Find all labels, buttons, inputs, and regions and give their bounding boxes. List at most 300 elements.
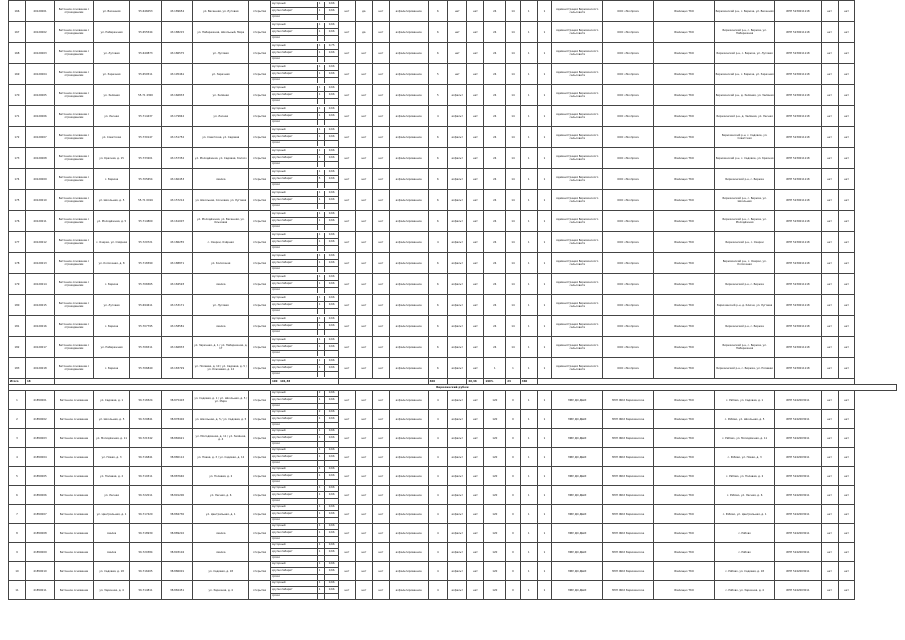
cell-e2: нет bbox=[355, 562, 372, 581]
cell-lat: 55.694611 bbox=[130, 295, 162, 316]
waste-table bbox=[271, 44, 338, 62]
table-row bbox=[9, 391, 897, 410]
cell-source: с. Рябово, ул. Новая, д. 3 bbox=[714, 448, 775, 467]
cell-r1: нет bbox=[821, 169, 838, 190]
cell-cover: асфальтированное bbox=[389, 337, 428, 358]
table-row bbox=[9, 337, 897, 358]
table-row bbox=[9, 274, 897, 295]
cell-e3: нет bbox=[372, 337, 389, 358]
cell-e1: нет bbox=[338, 562, 355, 581]
cell-c1: 6 bbox=[428, 22, 447, 43]
waste-type: сроки bbox=[271, 329, 317, 335]
waste-type: мусорный bbox=[271, 23, 317, 29]
waste-qty: 1 bbox=[317, 454, 325, 460]
waste-volume: 0,66 bbox=[325, 486, 338, 492]
cell-e3: нет bbox=[372, 524, 389, 543]
cell-lon: 38.889210 bbox=[161, 524, 193, 543]
waste-qty: 1 bbox=[317, 543, 325, 549]
waste-volume: 0,66 bbox=[325, 435, 338, 441]
waste-type: мусорный bbox=[271, 233, 317, 239]
waste-volume bbox=[325, 77, 338, 83]
waste-qty: 2 bbox=[317, 391, 325, 397]
cell-e2: нет bbox=[355, 253, 372, 274]
waste-volume: 0,66 bbox=[325, 23, 338, 29]
table-row bbox=[9, 581, 897, 600]
cell-r2: нет bbox=[838, 85, 855, 106]
cell-e1: нет bbox=[338, 358, 355, 379]
waste-row bbox=[271, 555, 338, 561]
total-waste: 100 101,38 bbox=[270, 379, 338, 385]
cell-c1: 4 bbox=[428, 429, 447, 448]
cell-r1: нет bbox=[821, 1, 838, 22]
waste-type: мусорный bbox=[271, 505, 317, 511]
waste-table bbox=[271, 149, 338, 167]
cell-waste bbox=[270, 22, 338, 43]
cell-addr: ул. Лесная bbox=[193, 106, 249, 127]
waste-volume: 0,66 bbox=[325, 448, 338, 454]
cell-cover: асфальтированное bbox=[389, 505, 428, 524]
cell-org: МУП ЖКХ Бирюзинское bbox=[603, 486, 654, 505]
cell-gov: Жилищно ТКО bbox=[654, 1, 715, 22]
cell-addr: ул. Садовая, д. 18 bbox=[193, 562, 249, 581]
cell-cover: асфальтированное bbox=[389, 391, 428, 410]
cell-type: Бетонное основание с ограждением bbox=[55, 22, 94, 43]
waste-type: крупногабарит bbox=[271, 323, 317, 329]
cell-org: ООО «Экопром» bbox=[603, 190, 654, 211]
waste-volume: 0,66 bbox=[325, 317, 338, 323]
waste-volume bbox=[325, 161, 338, 167]
waste-qty: 1 bbox=[317, 562, 325, 568]
cell-n: 8 bbox=[9, 524, 26, 543]
waste-table bbox=[271, 275, 338, 293]
cell-waste bbox=[270, 148, 338, 169]
cell-c4: 24 bbox=[484, 43, 506, 64]
cell-owner: Администрация Бирюзинского сельсовета bbox=[552, 169, 603, 190]
cell-c6: 1 bbox=[520, 85, 537, 106]
cell-c1: 4 bbox=[428, 524, 447, 543]
waste-type: крупногабарит bbox=[271, 113, 317, 119]
cell-e3: нет bbox=[372, 543, 389, 562]
table-row bbox=[9, 562, 897, 581]
cell-c5: 0 bbox=[506, 505, 521, 524]
cell-r1: нет bbox=[821, 337, 838, 358]
waste-type: крупногабарит bbox=[271, 302, 317, 308]
cell-lon: 38.893104 bbox=[161, 543, 193, 562]
cell-r1: нет bbox=[821, 148, 838, 169]
waste-type: сроки bbox=[271, 536, 317, 542]
cell-inn: ИНН 5242003011 bbox=[775, 448, 821, 467]
cell-code: 40120012 bbox=[25, 232, 54, 253]
waste-type: крупногабарит bbox=[271, 260, 317, 266]
cell-c5: 14 bbox=[506, 127, 521, 148]
cell-inn: ИНН 5230011118 bbox=[775, 1, 821, 22]
cell-c7: 1 bbox=[537, 337, 552, 358]
cell-c7: 1 bbox=[537, 358, 552, 379]
cell-lat: 55.730147 bbox=[130, 127, 162, 148]
cell-source: Бирюзинский р-н, с. Бирюза bbox=[714, 274, 775, 295]
cell-inn: ИНН 5242003011 bbox=[775, 543, 821, 562]
cell-e3: нет bbox=[372, 505, 389, 524]
cell-loc: ул. Заречная bbox=[93, 64, 129, 85]
cell-gov: Жилищно ТКО bbox=[654, 22, 715, 43]
waste-table bbox=[271, 338, 338, 356]
cell-addr: свалка bbox=[193, 543, 249, 562]
cell-gov: Жилищно ТКО bbox=[654, 85, 715, 106]
waste-volume: 0,66 bbox=[325, 568, 338, 574]
waste-qty: 1 bbox=[317, 338, 325, 344]
waste-type: мусорный bbox=[271, 44, 317, 50]
cell-e1: нет bbox=[338, 169, 355, 190]
waste-volume: 0,66 bbox=[325, 416, 338, 422]
cell-lat: 55.655544 bbox=[130, 22, 162, 43]
waste-volume: 0,66 bbox=[325, 344, 338, 350]
waste-table bbox=[271, 107, 338, 125]
cell-r2: нет bbox=[838, 232, 855, 253]
cell-n: 171 bbox=[9, 106, 26, 127]
waste-volume: 0,66 bbox=[325, 302, 338, 308]
cell-loc: с. Бирюза bbox=[93, 316, 129, 337]
waste-volume: 0,66 bbox=[325, 128, 338, 134]
cell-e2: нет bbox=[355, 169, 372, 190]
waste-type: сроки bbox=[271, 56, 317, 62]
register-table bbox=[8, 0, 897, 600]
cell-c1: 5 bbox=[428, 85, 447, 106]
table-row bbox=[9, 448, 897, 467]
cell-gov: Жилищно ТКО bbox=[654, 391, 715, 410]
cell-lon: 43.186575 bbox=[161, 43, 193, 64]
waste-qty bbox=[317, 422, 325, 428]
cell-owner: Администрация Бирюзинского сельсовета bbox=[552, 106, 603, 127]
cell-owner: МБУ ДО ДШИ bbox=[552, 486, 603, 505]
cell-e1: нет bbox=[338, 22, 355, 43]
cell-inn: ИНН 5242003011 bbox=[775, 391, 821, 410]
cell-waste bbox=[270, 486, 338, 505]
cell-owner: МБУ ДО ДШИ bbox=[552, 581, 603, 600]
waste-volume: 0,66 bbox=[325, 92, 338, 98]
waste-row bbox=[271, 308, 338, 314]
cell-lon: 38.891200 bbox=[161, 486, 193, 505]
waste-qty: 1 bbox=[317, 448, 325, 454]
waste-volume bbox=[325, 224, 338, 230]
cell-addr: ул. Новая, д. 3 / ул. Садовая, д. 12 bbox=[193, 448, 249, 467]
cell-waste bbox=[270, 43, 338, 64]
cell-c2: нет bbox=[448, 22, 467, 43]
total-label: Итого bbox=[9, 379, 26, 385]
cell-code: 40120006 bbox=[25, 106, 54, 127]
waste-type: крупногабарит bbox=[271, 8, 317, 14]
cell-n: 176 bbox=[9, 211, 26, 232]
cell-e2: нет bbox=[355, 190, 372, 211]
cell-c4: 120 bbox=[484, 467, 506, 486]
cell-org: ООО «Экопром» bbox=[603, 232, 654, 253]
cell-c6: 1 bbox=[520, 148, 537, 169]
waste-qty: 1 bbox=[317, 239, 325, 245]
cell-c7: 1 bbox=[537, 391, 552, 410]
cell-addr: ул. Заречная, д. 1 / ул. Набережная, д. 17 bbox=[193, 337, 249, 358]
cell-c3: нет bbox=[467, 22, 484, 43]
cell-owner: Администрация Бирюзинского сельсовета bbox=[552, 43, 603, 64]
waste-volume bbox=[325, 35, 338, 41]
cell-lat: 55.718390 bbox=[130, 253, 162, 274]
waste-type: крупногабарит bbox=[271, 492, 317, 498]
cell-source: Бирюзинский р-н, д. Ключи, ул. Луговая bbox=[714, 295, 775, 316]
waste-row bbox=[271, 536, 338, 542]
cell-r1: нет bbox=[821, 543, 838, 562]
cell-org: ООО «Экопром» bbox=[603, 127, 654, 148]
cell-inn: ИНН 5230011118 bbox=[775, 148, 821, 169]
cell-org: ООО «Экопром» bbox=[603, 43, 654, 64]
waste-table bbox=[271, 128, 338, 146]
table-row bbox=[9, 232, 897, 253]
cell-addr: ул. Молодёжная, ул. Весенняя, ул. Ольховая bbox=[193, 211, 249, 232]
cell-owner: МБУ ДО ДШИ bbox=[552, 505, 603, 524]
cell-c2: нет bbox=[448, 64, 467, 85]
cell-e1: нет bbox=[338, 148, 355, 169]
cell-gov: Жилищно ТКО bbox=[654, 43, 715, 64]
cell-r2: нет bbox=[838, 448, 855, 467]
cell-lat: 56.717420 bbox=[130, 505, 162, 524]
cell-inn: ИНН 5230011118 bbox=[775, 337, 821, 358]
cell-lat: 55.706840 bbox=[130, 358, 162, 379]
waste-qty bbox=[317, 308, 325, 314]
cell-waste bbox=[270, 190, 338, 211]
cell-c5: 14 bbox=[506, 169, 521, 190]
cell-c1: 6 bbox=[428, 43, 447, 64]
cell-lon: 38.884730 bbox=[161, 505, 193, 524]
cell-n: 175 bbox=[9, 190, 26, 211]
waste-volume: 0,66 bbox=[325, 29, 338, 35]
cell-c6: 1 bbox=[520, 169, 537, 190]
cell-c3: нет bbox=[467, 295, 484, 316]
waste-type: сроки bbox=[271, 350, 317, 356]
cell-c7: 1 bbox=[537, 543, 552, 562]
cell-source: Бирюзинский р-н, с. Бирюза, ул. Молодёжная bbox=[714, 211, 775, 232]
cell-r2: нет bbox=[838, 274, 855, 295]
waste-type: мусорный bbox=[271, 581, 317, 587]
cell-c6: 1 bbox=[520, 295, 537, 316]
cell-source: с. Рябово bbox=[714, 524, 775, 543]
waste-volume bbox=[325, 371, 338, 377]
waste-table bbox=[271, 410, 338, 428]
cell-c6: 1 bbox=[520, 1, 537, 22]
cell-owner: МБУ ДО ДШИ bbox=[552, 543, 603, 562]
cell-e1: нет bbox=[338, 211, 355, 232]
waste-volume: 0,66 bbox=[325, 50, 338, 56]
waste-type: мусорный bbox=[271, 212, 317, 218]
waste-table bbox=[271, 486, 338, 504]
cell-c2: асфальт bbox=[448, 85, 467, 106]
cell-lat: 56.716841 bbox=[130, 448, 162, 467]
cell-source: Бирюзинский р-н, д. Зелёная, ул. Лесная bbox=[714, 106, 775, 127]
cell-cover: асфальтированное bbox=[389, 274, 428, 295]
waste-row bbox=[271, 35, 338, 41]
cell-loc: с. Бирюза bbox=[93, 274, 129, 295]
cell-e1: нет bbox=[338, 505, 355, 524]
cell-c5: 0 bbox=[506, 467, 521, 486]
cell-c3: нет bbox=[467, 211, 484, 232]
cell-cover: асфальтированное bbox=[389, 543, 428, 562]
total-count: 18 bbox=[25, 379, 54, 385]
cell-e1: нет bbox=[338, 543, 355, 562]
cell-lat: 55.650511 bbox=[130, 64, 162, 85]
cell-r2: нет bbox=[838, 64, 855, 85]
cell-c4: 120 bbox=[484, 486, 506, 505]
cell-owner: Администрация Бирюзинского сельсовета bbox=[552, 127, 603, 148]
cell-lon: 38.882451 bbox=[161, 581, 193, 600]
cell-inn: ИНН 5230011118 bbox=[775, 64, 821, 85]
waste-volume: 0,66 bbox=[325, 323, 338, 329]
waste-type: мусорный bbox=[271, 128, 317, 134]
cell-c2: асфальт bbox=[448, 391, 467, 410]
waste-type: крупногабарит bbox=[271, 397, 317, 403]
table-row bbox=[9, 169, 897, 190]
cell-e2: нет bbox=[355, 274, 372, 295]
cell-lon: 43.188215 bbox=[161, 22, 193, 43]
waste-volume: 0,66 bbox=[325, 505, 338, 511]
cell-code: 41850005 bbox=[25, 467, 54, 486]
cell-lon: 43.161007 bbox=[161, 211, 193, 232]
cell-c2: асфальт bbox=[448, 169, 467, 190]
waste-table bbox=[271, 448, 338, 466]
waste-type: сроки bbox=[271, 371, 317, 377]
waste-volume bbox=[325, 287, 338, 293]
cell-loc: ул. Молодёжная, д. 11 bbox=[93, 429, 129, 448]
waste-qty: 1 bbox=[317, 416, 325, 422]
cell-r2: нет bbox=[838, 148, 855, 169]
cell-c6: 1 bbox=[520, 337, 537, 358]
cell-c6: 1 bbox=[520, 505, 537, 524]
cell-cover: асфальтированное bbox=[389, 106, 428, 127]
waste-qty bbox=[317, 350, 325, 356]
cell-c7: 1 bbox=[537, 562, 552, 581]
cell-code: 40120015 bbox=[25, 295, 54, 316]
waste-type: сроки bbox=[271, 308, 317, 314]
cell-c5: 14 bbox=[506, 85, 521, 106]
cell-code: 40120008 bbox=[25, 148, 54, 169]
cell-c3: нет bbox=[467, 316, 484, 337]
cell-lat: 55.646053 bbox=[130, 1, 162, 22]
total-s5: 460 bbox=[520, 379, 537, 385]
waste-row bbox=[271, 329, 338, 335]
waste-type: сроки bbox=[271, 460, 317, 466]
waste-type: крупногабарит bbox=[271, 239, 317, 245]
cell-c1: 6 bbox=[428, 169, 447, 190]
cell-e3: нет bbox=[372, 190, 389, 211]
cell-lon: 43.153171 bbox=[161, 295, 193, 316]
waste-volume: 0,66 bbox=[325, 524, 338, 530]
waste-type: крупногабарит bbox=[271, 344, 317, 350]
cell-c7: 1 bbox=[537, 148, 552, 169]
cell-pos: открытая bbox=[249, 562, 271, 581]
waste-qty: 1 bbox=[317, 296, 325, 302]
cell-loc: ул. Красная, д. 15 bbox=[93, 148, 129, 169]
cell-loc: ул. Школьная, д. 5 bbox=[93, 190, 129, 211]
waste-table bbox=[271, 467, 338, 485]
cell-cover: асфальтированное bbox=[389, 358, 428, 379]
cell-c3: нет bbox=[467, 274, 484, 295]
cell-c3: нет bbox=[467, 106, 484, 127]
waste-qty: 1 bbox=[317, 281, 325, 287]
cell-c4: 24 bbox=[484, 106, 506, 127]
cell-c5: 14 bbox=[506, 43, 521, 64]
cell-code: 40120018 bbox=[25, 358, 54, 379]
cell-owner: МБУ ДО ДШИ bbox=[552, 429, 603, 448]
cell-n: 181 bbox=[9, 316, 26, 337]
waste-row bbox=[271, 371, 338, 377]
cell-lon: 38.887640 bbox=[161, 467, 193, 486]
waste-volume: 0,66 bbox=[325, 212, 338, 218]
waste-type: мусорный bbox=[271, 359, 317, 365]
cell-e1: нет bbox=[338, 295, 355, 316]
cell-org: ООО «Экопром» bbox=[603, 316, 654, 337]
cell-lat: 55.705654 bbox=[130, 169, 162, 190]
cell-e1: нет bbox=[338, 581, 355, 600]
cell-addr: ул. Заречная bbox=[193, 64, 249, 85]
cell-c2: асфальт bbox=[448, 505, 467, 524]
cell-cover: асфальтированное bbox=[389, 410, 428, 429]
cell-gov: Жилищно ТКО bbox=[654, 429, 715, 448]
cell-lat: 55.707795 bbox=[130, 316, 162, 337]
cell-c3: нет bbox=[467, 64, 484, 85]
waste-volume: 0,66 bbox=[325, 338, 338, 344]
waste-type: мусорный bbox=[271, 524, 317, 530]
cell-addr: ул. Советская, ул. Садовая bbox=[193, 127, 249, 148]
register-total bbox=[9, 379, 897, 391]
cell-c5: 0 bbox=[506, 543, 521, 562]
waste-qty: 1 bbox=[317, 191, 325, 197]
cell-e3: нет bbox=[372, 486, 389, 505]
cell-c5: 0 bbox=[506, 391, 521, 410]
cell-inn: ИНН 5242003011 bbox=[775, 562, 821, 581]
waste-qty bbox=[317, 329, 325, 335]
cell-cover: асфальтированное bbox=[389, 253, 428, 274]
waste-type: мусорный bbox=[271, 86, 317, 92]
cell-e3: нет bbox=[372, 391, 389, 410]
cell-r2: нет bbox=[838, 337, 855, 358]
waste-qty bbox=[317, 460, 325, 466]
waste-volume: 0,66 bbox=[325, 365, 338, 371]
cell-r1: нет bbox=[821, 581, 838, 600]
cell-inn: ИНН 5242003011 bbox=[775, 505, 821, 524]
waste-volume: 0,66 bbox=[325, 155, 338, 161]
cell-cover: асфальтированное bbox=[389, 43, 428, 64]
cell-owner: МБУ ДО ДШИ bbox=[552, 391, 603, 410]
cell-gov: Жилищно ТКО bbox=[654, 232, 715, 253]
cell-cover: асфальтированное bbox=[389, 448, 428, 467]
cell-org: ООО «Экопром» bbox=[603, 1, 654, 22]
cell-lat: 55.71 0016 bbox=[130, 190, 162, 211]
cell-r2: нет bbox=[838, 358, 855, 379]
cell-e2: нет bbox=[355, 106, 372, 127]
cell-waste bbox=[270, 295, 338, 316]
cell-type: Бетонное основание с ограждением bbox=[55, 148, 94, 169]
cell-c1: 6 bbox=[428, 253, 447, 274]
cell-loc: ул. Зелёная bbox=[93, 85, 129, 106]
cell-pos: открытая bbox=[249, 106, 271, 127]
cell-inn: ИНН 5242003011 bbox=[775, 581, 821, 600]
cell-c5: 14 bbox=[506, 148, 521, 169]
cell-inn: ИНН 5242003011 bbox=[775, 467, 821, 486]
cell-loc: с. Озерки, ул. Озёрная bbox=[93, 232, 129, 253]
waste-table bbox=[271, 317, 338, 335]
cell-inn: ИНН 5230011118 bbox=[775, 274, 821, 295]
waste-type: крупногабарит bbox=[271, 511, 317, 517]
waste-table bbox=[271, 505, 338, 523]
cell-c3: нет bbox=[467, 562, 484, 581]
cell-code: 40120016 bbox=[25, 316, 54, 337]
waste-qty: 1 bbox=[317, 549, 325, 555]
waste-volume: 0,66 bbox=[325, 2, 338, 8]
